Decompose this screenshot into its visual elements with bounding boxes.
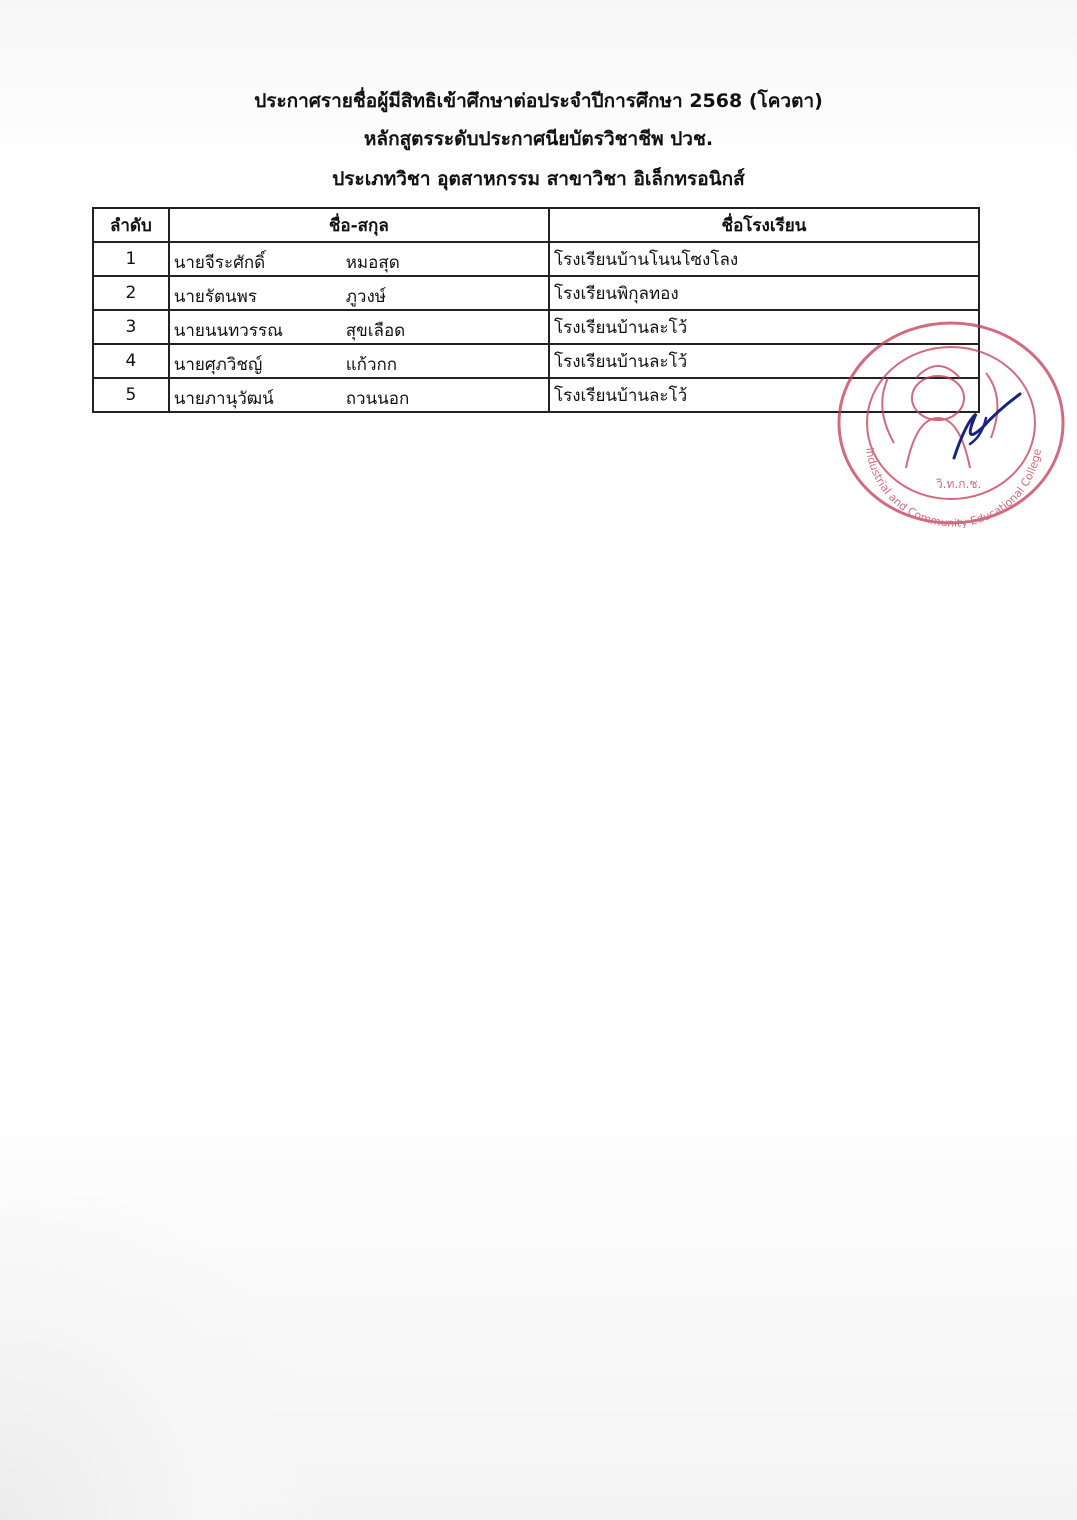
- first-name: นายรัตนพร: [173, 287, 257, 307]
- name-cell: [169, 276, 549, 310]
- college-seal: [836, 318, 1066, 528]
- last-name: แก้วกก: [345, 355, 398, 375]
- scan-shadow: [0, 1190, 320, 1520]
- school-name: โรงเรียนบ้านละโว้: [549, 378, 979, 412]
- table-header-row: [93, 208, 979, 242]
- department-title: ประเภทวิชา อุตสาหกรรม สาขาวิชา อิเล็กทรอนิกส์: [332, 168, 745, 190]
- row-number: 1: [93, 242, 169, 276]
- table-row: [93, 276, 979, 310]
- row-number: 4: [93, 344, 169, 378]
- header-name: ชื่อ-สกุล: [169, 208, 549, 242]
- school-name: โรงเรียนบ้านโนนโซงโลง: [549, 242, 979, 276]
- school-name: โรงเรียนบ้านละโว้: [549, 344, 979, 378]
- program-title: หลักสูตรระดับประกาศนียบัตรวิชาชีพ ปวช.: [363, 128, 714, 150]
- last-name: สุขเลือด: [345, 321, 406, 341]
- header-school: ชื่อโรงเรียน: [549, 208, 979, 242]
- last-name: ถวนนอก: [345, 389, 410, 409]
- school-name: โรงเรียนพิกุลทอง: [549, 276, 979, 310]
- header-number: ลำดับ: [93, 208, 169, 242]
- announcement-title: ประกาศรายชื่อผู้มีสิทธิเข้าศึกษาต่อประจำปีการศึกษา 2568 (โควตา): [254, 90, 823, 112]
- last-name: ภูวงษ์: [345, 287, 386, 307]
- name-cell: [169, 344, 549, 378]
- school-name: โรงเรียนบ้านละโว้: [549, 310, 979, 344]
- name-cell: [169, 242, 549, 276]
- row-number: 2: [93, 276, 169, 310]
- seal-text: Industrial and Community Educational College: [863, 446, 1044, 528]
- row-number: 5: [93, 378, 169, 412]
- row-number: 3: [93, 310, 169, 344]
- seal-emblem-icon: [882, 366, 997, 468]
- last-name: หมอสุด: [345, 253, 400, 273]
- first-name: นายจีระศักดิ์: [173, 253, 266, 273]
- name-cell: [169, 378, 549, 412]
- table-row: [93, 242, 979, 276]
- first-name: นายภานุวัฒน์: [173, 389, 274, 409]
- seal-abbreviation: วิ.ท.ก.ช.: [936, 477, 982, 491]
- first-name: นายนนทวรรณ: [173, 321, 283, 341]
- first-name: นายศุภวิชญ์: [173, 355, 263, 375]
- name-cell: [169, 310, 549, 344]
